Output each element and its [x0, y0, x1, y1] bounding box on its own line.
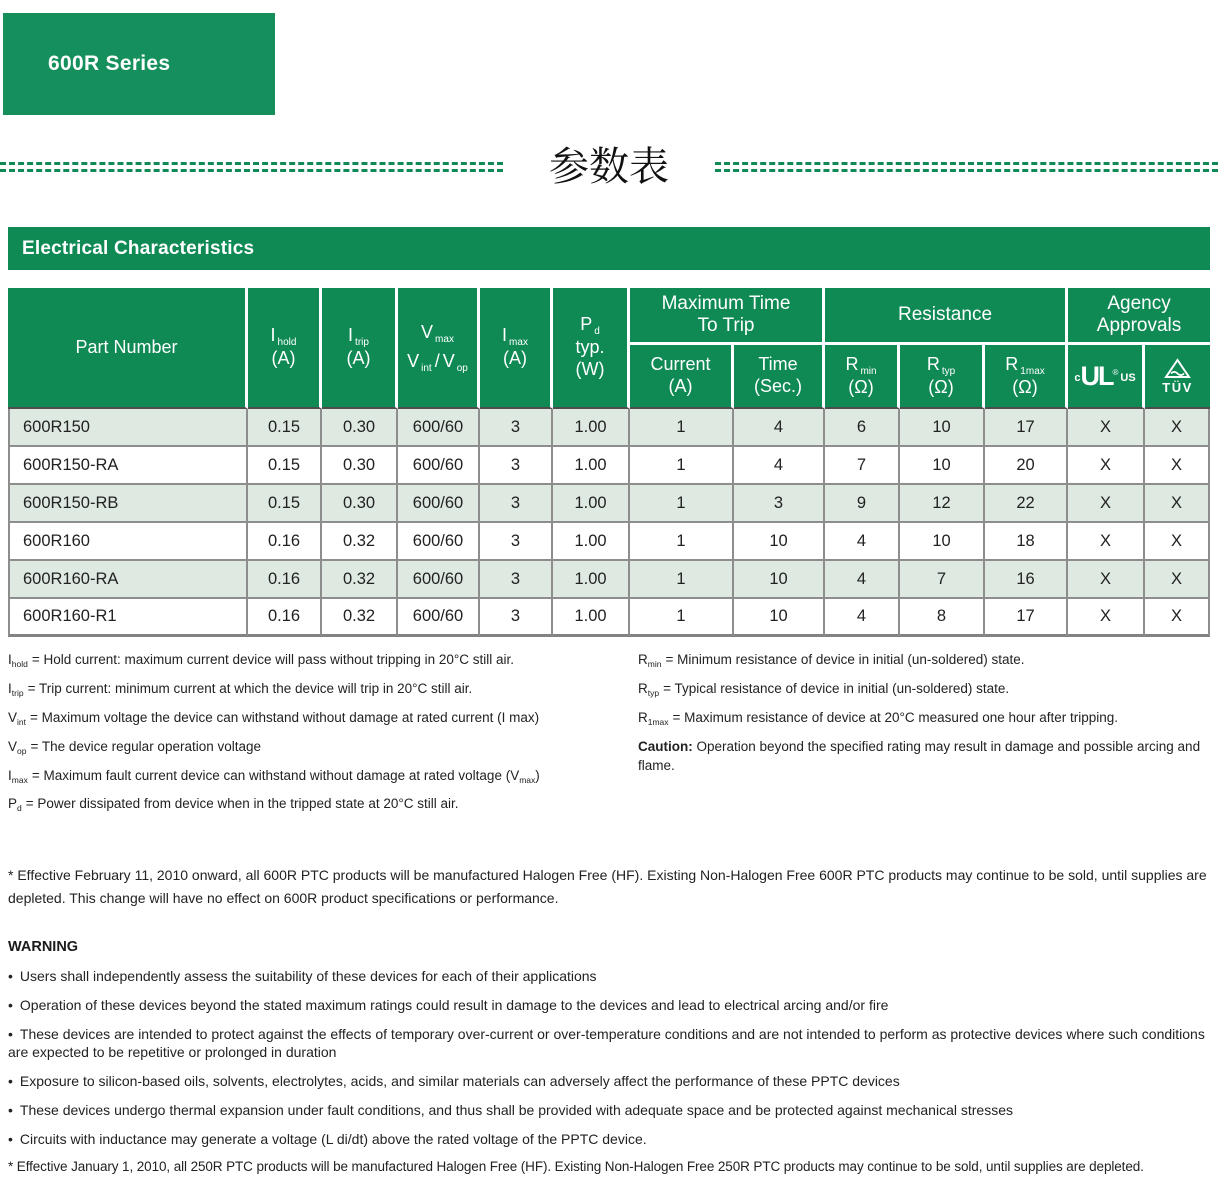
cell-ul: X — [1068, 409, 1145, 447]
footer-note: * Effective January 1, 2010, all 250R PTC products will be manufactured Halogen Free (HF). Existing Non-Halogen Free 250R PTC products may continue to be sold, until supplies are depleted. — [8, 1159, 1144, 1175]
cell-current: 1 — [630, 409, 734, 447]
col-group-max-time-to-trip: Maximum Time To Trip — [630, 288, 825, 345]
section-header-bar — [8, 227, 1210, 270]
title-divider-row — [0, 141, 1218, 193]
cell-r_min: 7 — [825, 447, 900, 485]
cell-i_trip: 0.30 — [322, 409, 398, 447]
col-header-v-max: V $_{max}$ V $_{int}$ / V $_{op}$ — [398, 288, 480, 409]
col-header-trip-time: Time (Sec.) — [734, 345, 825, 409]
warning-title: WARNING — [8, 939, 79, 956]
bullet-dot: • — [8, 968, 13, 985]
footnotes-right-column — [626, 651, 1210, 824]
warning-bullet-list — [8, 968, 1210, 1148]
cell-r_typ: 8 — [900, 599, 985, 637]
footnote-r-typ: $R_{typ}$ = Typical resistance of device in initial (un-soldered) state. — [638, 680, 1010, 698]
cell-r_1max: 18 — [985, 523, 1068, 561]
cell-current: 1 — [630, 561, 734, 599]
bullet-dot: • — [8, 1072, 13, 1089]
halogen-free-note: * Effective February 11, 2010 onward, all 600R PTC products will be manufactured Halogen Free (HF). Existing Non-Halogen Free 600R PTC products may continue to be sold, until supplies are depleted. This change will have no effect on 600R product specifications or performance. — [8, 867, 1207, 906]
bullet-dot: • — [8, 1130, 13, 1147]
warning-bullet: • These devices are intended to protect against the effects of temporary over-current or over-temperature conditions and are not intended to perform as protective devices where such conditions are expected to be repetitive or prolonged in duration — [8, 1025, 1205, 1060]
cell-r_1max: 17 — [985, 599, 1068, 637]
cell-part: 600R160 — [8, 523, 248, 561]
cell-i_hold: 0.15 — [248, 447, 322, 485]
cell-part: 600R150-RB — [8, 485, 248, 523]
bullet-dot: • — [8, 997, 13, 1014]
cell-time: 10 — [734, 523, 825, 561]
cell-ul: X — [1068, 599, 1145, 637]
footnote-i-trip: $I_{trip}$ = Trip current: minimum current at which the device will trip in 20°C still air. — [8, 680, 473, 698]
cell-time: 4 — [734, 447, 825, 485]
cell-tuv: X — [1145, 447, 1210, 485]
section-title: Electrical Characteristics — [22, 237, 255, 259]
cell-tuv: X — [1145, 599, 1210, 637]
footnote-r-1max: $R_{1max}$ = Maximum resistance of device at 20°C measured one hour after tripping. — [638, 709, 1119, 727]
cell-r_typ: 7 — [900, 561, 985, 599]
cell-ul: X — [1068, 485, 1145, 523]
table-row — [8, 447, 1210, 485]
footnote-i-max: $I_{max}$ = Maximum fault current device can withstand without damage at rated voltage $(V_{max})$ — [8, 767, 540, 785]
cell-r_min: 4 — [825, 523, 900, 561]
table-row — [8, 485, 1210, 523]
cell-ul: X — [1068, 447, 1145, 485]
cell-r_typ: 10 — [900, 523, 985, 561]
footnote-i-hold: $I_{hold}$ = Hold current: maximum current device will pass without tripping in 20°C still air. — [8, 652, 515, 669]
cell-p_d: 1.00 — [553, 409, 630, 447]
caution-note: Caution: Operation beyond the specified rating may result in damage and possible arcing and flame. — [638, 738, 1201, 773]
cell-ul: X — [1068, 523, 1145, 561]
footnote-r-min: $R_{min}$ = Minimum resistance of device in initial (un-soldered) state. — [638, 652, 1025, 669]
cell-time: 4 — [734, 409, 825, 447]
cell-p_d: 1.00 — [553, 561, 630, 599]
electrical-characteristics-table — [8, 288, 1210, 637]
table-row — [8, 409, 1210, 447]
footnote-v-op: $V_{op}$ = The device regular operation voltage — [8, 738, 262, 756]
cell-i_hold: 0.15 — [248, 485, 322, 523]
cell-current: 1 — [630, 599, 734, 637]
col-header-tuv-approval — [1145, 345, 1210, 409]
cell-r_typ: 12 — [900, 485, 985, 523]
warning-bullet: • Users shall independently assess the suitability of these devices for each of their applications — [8, 968, 597, 985]
warning-bullet: • Exposure to silicon-based oils, solvents, electrolytes, acids, and similar materials can adversely affect the performance of these PPTC devices — [8, 1072, 900, 1089]
dashed-rule-left — [0, 162, 503, 172]
cell-r_1max: 20 — [985, 447, 1068, 485]
cell-p_d: 1.00 — [553, 599, 630, 637]
col-header-r-min: R $_{min}$ (Ω) — [825, 345, 900, 409]
cell-i_max: 3 — [480, 561, 553, 599]
cell-part: 600R160-RA — [8, 561, 248, 599]
cell-i_trip: 0.32 — [322, 523, 398, 561]
cell-i_max: 3 — [480, 599, 553, 637]
cell-current: 1 — [630, 485, 734, 523]
cell-i_hold: 0.16 — [248, 523, 322, 561]
bullet-dot: • — [8, 1025, 13, 1042]
tuv-certification-icon: TÜV — [1145, 358, 1210, 394]
col-header-part-number: Part Number — [8, 288, 248, 409]
col-group-resistance: Resistance — [825, 288, 1068, 345]
cell-p_d: 1.00 — [553, 523, 630, 561]
cell-i_max: 3 — [480, 447, 553, 485]
cell-i_trip: 0.30 — [322, 485, 398, 523]
table-row — [8, 561, 1210, 599]
cell-tuv: X — [1145, 523, 1210, 561]
cell-tuv: X — [1145, 485, 1210, 523]
cell-v: 600/60 — [398, 561, 480, 599]
series-title: 600R Series — [48, 52, 171, 75]
cell-time: 10 — [734, 599, 825, 637]
col-header-p-d: P $_d$ typ. (W) — [553, 288, 630, 409]
cell-i_trip: 0.30 — [322, 447, 398, 485]
cell-v: 600/60 — [398, 447, 480, 485]
cell-r_min: 6 — [825, 409, 900, 447]
cell-v: 600/60 — [398, 409, 480, 447]
cell-part: 600R150 — [8, 409, 248, 447]
series-banner — [3, 13, 275, 115]
cell-p_d: 1.00 — [553, 447, 630, 485]
table-row — [8, 599, 1210, 637]
datasheet-page — [0, 13, 1218, 1174]
cell-i_max: 3 — [480, 523, 553, 561]
table-row — [8, 523, 1210, 561]
cell-r_min: 9 — [825, 485, 900, 523]
cell-i_max: 3 — [480, 409, 553, 447]
cell-time: 3 — [734, 485, 825, 523]
col-header-r-typ: R $_{typ}$ (Ω) — [900, 345, 985, 409]
cell-v: 600/60 — [398, 485, 480, 523]
cell-r_typ: 10 — [900, 409, 985, 447]
cell-i_hold: 0.16 — [248, 599, 322, 637]
cell-r_min: 4 — [825, 599, 900, 637]
cell-r_typ: 10 — [900, 447, 985, 485]
footnotes-section — [8, 651, 1210, 824]
col-header-r-1max: R $_{1max}$ (Ω) — [985, 345, 1068, 409]
col-header-ul-approval — [1068, 345, 1145, 409]
col-header-i-max: I $_{max}$ (A) — [480, 288, 553, 409]
tuv-triangle-icon — [1164, 358, 1191, 379]
col-group-agency-approvals: Agency Approvals — [1068, 288, 1210, 345]
cell-tuv: X — [1145, 561, 1210, 599]
page-title-chinese: 参数表 — [549, 144, 669, 190]
cell-p_d: 1.00 — [553, 485, 630, 523]
cell-r_1max: 17 — [985, 409, 1068, 447]
cell-time: 10 — [734, 561, 825, 599]
cell-current: 1 — [630, 523, 734, 561]
warning-bullet: • These devices undergo thermal expansion under fault conditions, and thus shall be provided with adequate space and be protected against mechanical stresses — [8, 1101, 1013, 1118]
cell-ul: X — [1068, 561, 1145, 599]
cell-part: 600R150-RA — [8, 447, 248, 485]
cell-i_trip: 0.32 — [322, 599, 398, 637]
warning-bullet: • Operation of these devices beyond the stated maximum ratings could result in damage to the devices and lead to electrical arcing and/or fire — [8, 997, 889, 1014]
cell-tuv: X — [1145, 409, 1210, 447]
cell-i_trip: 0.32 — [322, 561, 398, 599]
footnote-v-int: $V_{int}$ = Maximum voltage the device can withstand without damage at rated current (I max) — [8, 709, 540, 727]
col-header-trip-current: Current (A) — [630, 345, 734, 409]
cell-i_max: 3 — [480, 485, 553, 523]
dashed-rule-right — [715, 162, 1218, 172]
cell-i_hold: 0.16 — [248, 561, 322, 599]
col-header-i-hold: I $_{hold}$ (A) — [248, 288, 322, 409]
cell-r_min: 4 — [825, 561, 900, 599]
ul-certification-icon: c UL ® US — [1074, 360, 1136, 391]
cell-i_hold: 0.15 — [248, 409, 322, 447]
footnotes-left-column — [8, 651, 626, 824]
bullet-dot: • — [8, 1101, 13, 1118]
cell-v: 600/60 — [398, 523, 480, 561]
cell-part: 600R160-R1 — [8, 599, 248, 637]
col-header-i-trip: I $_{trip}$ (A) — [322, 288, 398, 409]
footnote-p-d: $P_d$ = Power dissipated from device when in the tripped state at 20°C still air. — [8, 796, 459, 814]
cell-v: 600/60 — [398, 599, 480, 637]
cell-r_1max: 22 — [985, 485, 1068, 523]
cell-r_1max: 16 — [985, 561, 1068, 599]
warning-bullet: • Circuits with inductance may generate a voltage (L di/dt) above the rated voltage of the PPTC device. — [8, 1130, 647, 1147]
cell-current: 1 — [630, 447, 734, 485]
